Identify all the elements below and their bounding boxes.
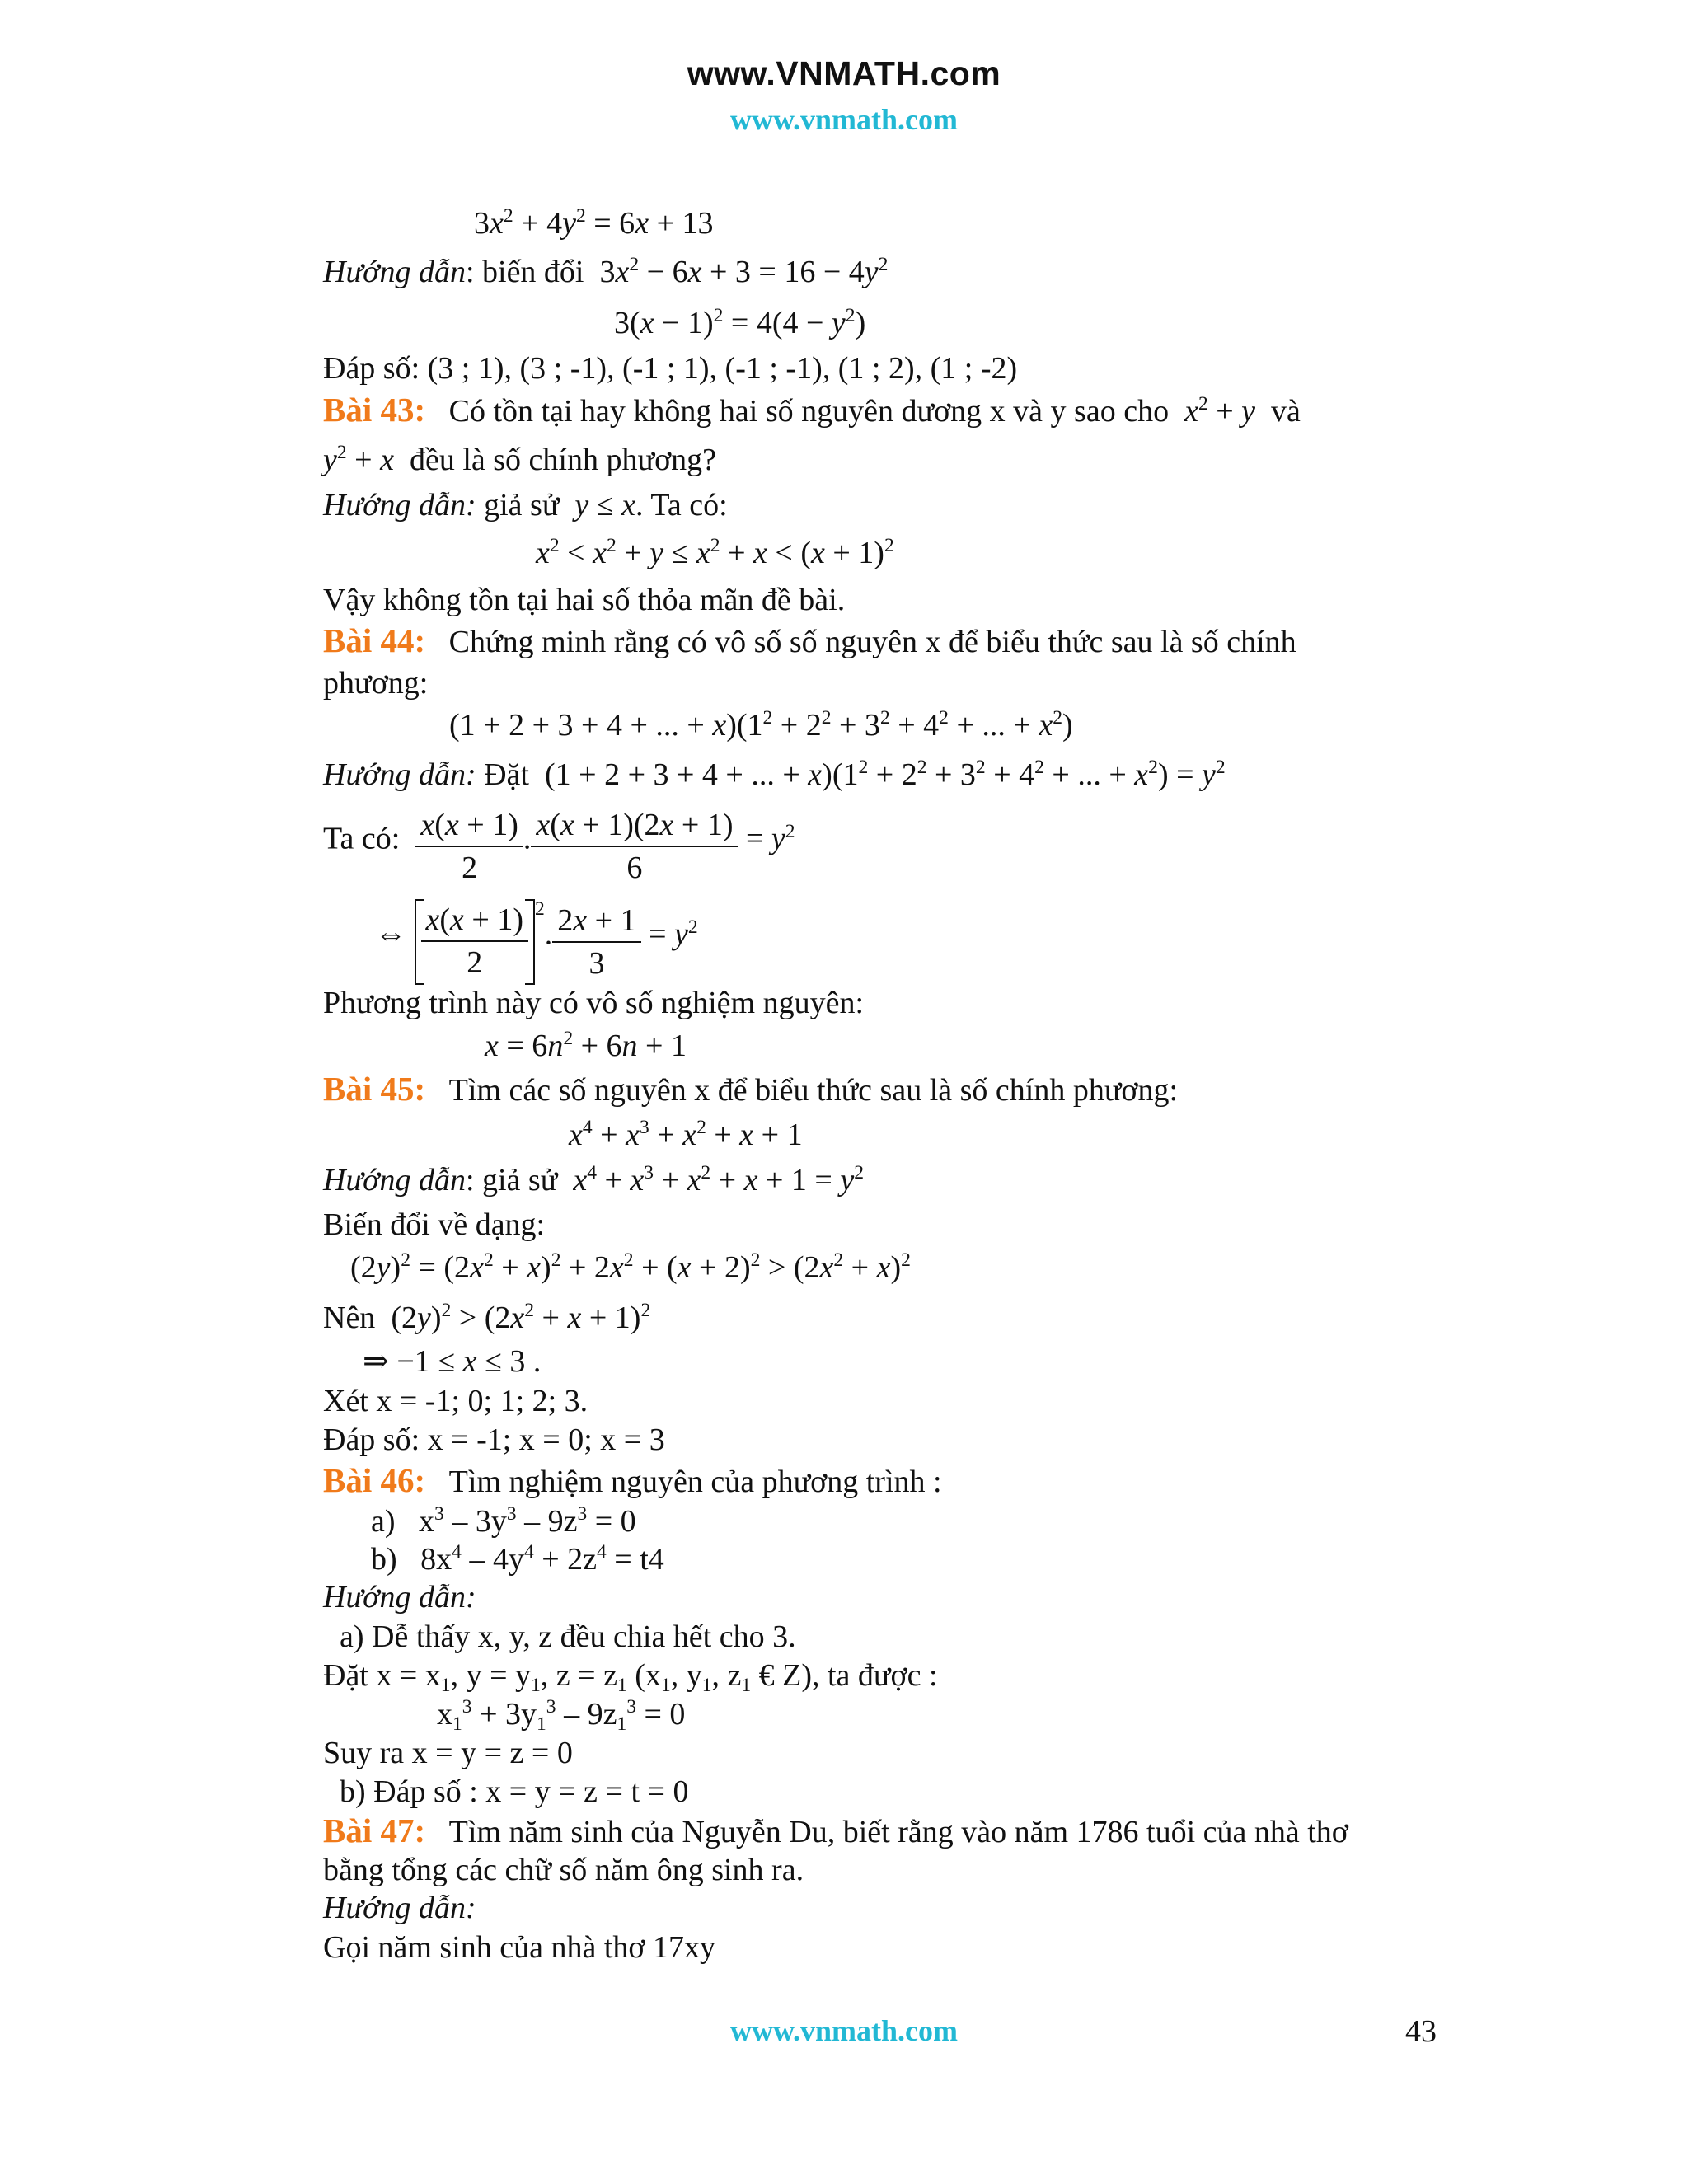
answer-line: Đáp số: (3 ; 1), (3 ; -1), (-1 ; 1), (-1 ; -1), (1 ; 2), (1 ; -2) [323,351,1018,386]
answer-46b: b) Đáp số : x = y = z = t = 0 [340,1774,689,1809]
hint-line-1: Hướng dẫn: biến đổi $3x^2 - 6x + 3 = 16 - 4y^2$ [323,253,889,289]
problem-45-line [323,1069,1178,1110]
text-part: , z [711,1658,742,1693]
problem-44-line [323,621,1296,662]
problem-45-title: Bài 45: [323,1070,426,1108]
problem-44-line-2: phương: [323,666,429,701]
transform-label: Biến đổi về dạng: [323,1207,546,1242]
hint-text-end: . Ta có: [635,488,728,523]
problem-46-title: Bài 46: [323,1461,426,1499]
therefore-line: Nên $(2y)^2 > (2x^2 + x + 1)^2$ [323,1299,651,1335]
item-label: b) [371,1542,397,1577]
problem-46-text: Tìm nghiệm nguyên của phương trình : [448,1465,942,1499]
hint-text: : giả sử [465,1163,558,1197]
problem-47-line-2: bằng tổng các chữ số năm ông sinh ra. [323,1853,804,1887]
substitution-line: Đặt $x = x_1$, $y = y_1$, $z = z_1$ ($x_1$, $y_1$, $z_1$ € Z), ta được : [323,1658,938,1697]
conclusion-43: Vậy không tồn tại hai số thỏa mãn đề bài. [323,583,846,617]
hint-text: Đặt [484,757,529,792]
hint-label: Hướng dẫn: [323,757,476,792]
text-part: (x [626,1658,661,1693]
problem-46b: b) $8x^4 - 4y^4 + 2z^4 = t4$ [371,1540,664,1577]
hint-44: Hướng dẫn: Đặt (1 + 2 + 3 + 4 + ... + $x)(1^2 + 2^2 + 3^2 + 4^2$ + ... + $x^2) = y^2$ [323,756,1226,792]
equation-3x2-4y2: $3x^2 + 4y^2 = 6x + 13$ [474,204,714,241]
hint-text: giả sử [484,488,560,523]
hint-label: Hướng dẫn [323,1163,466,1197]
fraction: $\frac{2x + 1}{3}$ [552,900,640,984]
problem-46-line [323,1460,942,1502]
site-link-header[interactable]: www.vnmath.com [730,103,958,136]
problem-45-text: Tìm các số nguyên x để biểu thức sau là số chính phương: [448,1073,1179,1108]
solution-44: $x = 6n^2 + 6n + 1$ [485,1027,687,1063]
hint-43: Hướng dẫn: giả sử y ≤ x. Ta có: [323,488,728,523]
hint-46-label [323,1577,476,1617]
equation-transform: $3(x - 1)^2 = 4(4 - y^2)$ [614,304,866,340]
hint-47-text: Gọi năm sinh của nhà thơ 17xy [323,1930,716,1965]
text-part: , z = z [540,1658,617,1693]
equivalent-line: ⇔ $\frac{x(x + 1)}{2}$ $^2$. $\frac{2x + 1}{3}$ = $y^2$ [375,894,698,980]
text-part: , y [670,1658,702,1693]
hint-text: : biến đổi [465,255,584,289]
implies-line: ⇒ −1 ≤ x ≤ 3 . [363,1344,542,1379]
nen-label: Nên [323,1301,376,1335]
problem-47-title: Bài 47: [323,1811,426,1849]
problem-47-line [323,1811,1348,1852]
problem-43-text: Có tồn tại hay không hai số nguyên dương x và y sao cho [448,394,1170,429]
statement-44: Phương trình này có vô số nghiệm nguyên: [323,986,865,1020]
expression-44: (1 + 2 + 3 + 4 + ... + $x)(1^2 + 2^2 + 3^2 + 4^2$ + ... + $x^2$) [449,706,1073,743]
hint-46a: a) Dễ thấy x, y, z đều chia hết cho 3. [340,1619,796,1654]
problem-46a: a) $x^3 - 3y^3 - 9z^3 = 0$ [371,1502,636,1539]
expression-45: $x^4 + x^3 + x^2 + x + 1$ [569,1116,803,1152]
inequality-43: $x^2 < x^2 + y \le x^2 + x < (x + 1)^2$ [536,534,894,570]
site-link-footer[interactable]: www.vnmath.com [730,2014,958,2047]
problem-44-title: Bài 44: [323,621,426,659]
conclusion-46a: Suy ra x = y = z = 0 [323,1736,573,1770]
check-values: Xét x = -1; 0; 1; 2; 3. [323,1384,588,1418]
text-part: Đặt x = x [323,1658,441,1693]
item-label: a) [371,1504,396,1539]
page-number: 43 [1405,2014,1437,2049]
site-title: www.VNMATH.com [687,54,1001,92]
fraction: $\frac{x(x + 1)(2x + 1)}{6}$ [531,804,738,888]
equation-45: $(2y)^2 = (2x^2 + x)^2 + 2x^2 + (x + 2)^2 > (2x^2 + x)^2$ [350,1249,911,1285]
problem-43-title: Bài 43: [323,391,426,429]
hint-label: Hướng dẫn: [323,488,476,523]
ta-co-label: Ta có: [323,821,401,856]
answer-45: Đáp số: x = -1; x = 0; x = 3 [323,1422,665,1457]
problem-44-text: Chứng minh rằng có vô số số nguyên x để biểu thức sau là số chính [448,625,1296,659]
problem-43-line-2: $y^2 + x$ đều là số chính phương? [323,441,717,477]
text-part: € Z), ta được : [751,1658,938,1693]
ta-co-line: Ta có: $\frac{x(x + 1)}{2}$ . $\frac{x(x + 1)(2x + 1)}{6}$ = $y^2$ [323,799,795,883]
fraction: $\frac{x(x + 1)}{2}$ [415,804,523,888]
hint-label: Hướng dẫn: [323,1580,476,1615]
hint-47-label [323,1888,476,1928]
hint-label: Hướng dẫn [323,255,466,289]
reduced-equation: $x_1^3 + 3y_1^3 - 9z_1^3 = 0$ [437,1695,686,1736]
hint-label: Hướng dẫn: [323,1891,476,1925]
problem-43-line: Bài 43: Có tồn tại hay không hai số nguyên dương x và y sao cho $x^2 + y$ và [323,391,1301,429]
text-part: , y = y [450,1658,532,1693]
problem-47-text: Tìm năm sinh của Nguyễn Du, biết rằng vào năm 1786 tuổi của nhà thơ [448,1815,1348,1849]
problem-43-text-2: đều là số chính phương? [409,443,717,477]
square-bracket: $\frac{x(x + 1)}{2}$ [415,899,536,985]
conjunction: và [1271,394,1301,429]
equation-end: = t4 [614,1542,664,1577]
hint-45: Hướng dẫn: giả sử $x^4 + x^3 + x^2 + x + 1 = y^2$ [323,1161,865,1197]
